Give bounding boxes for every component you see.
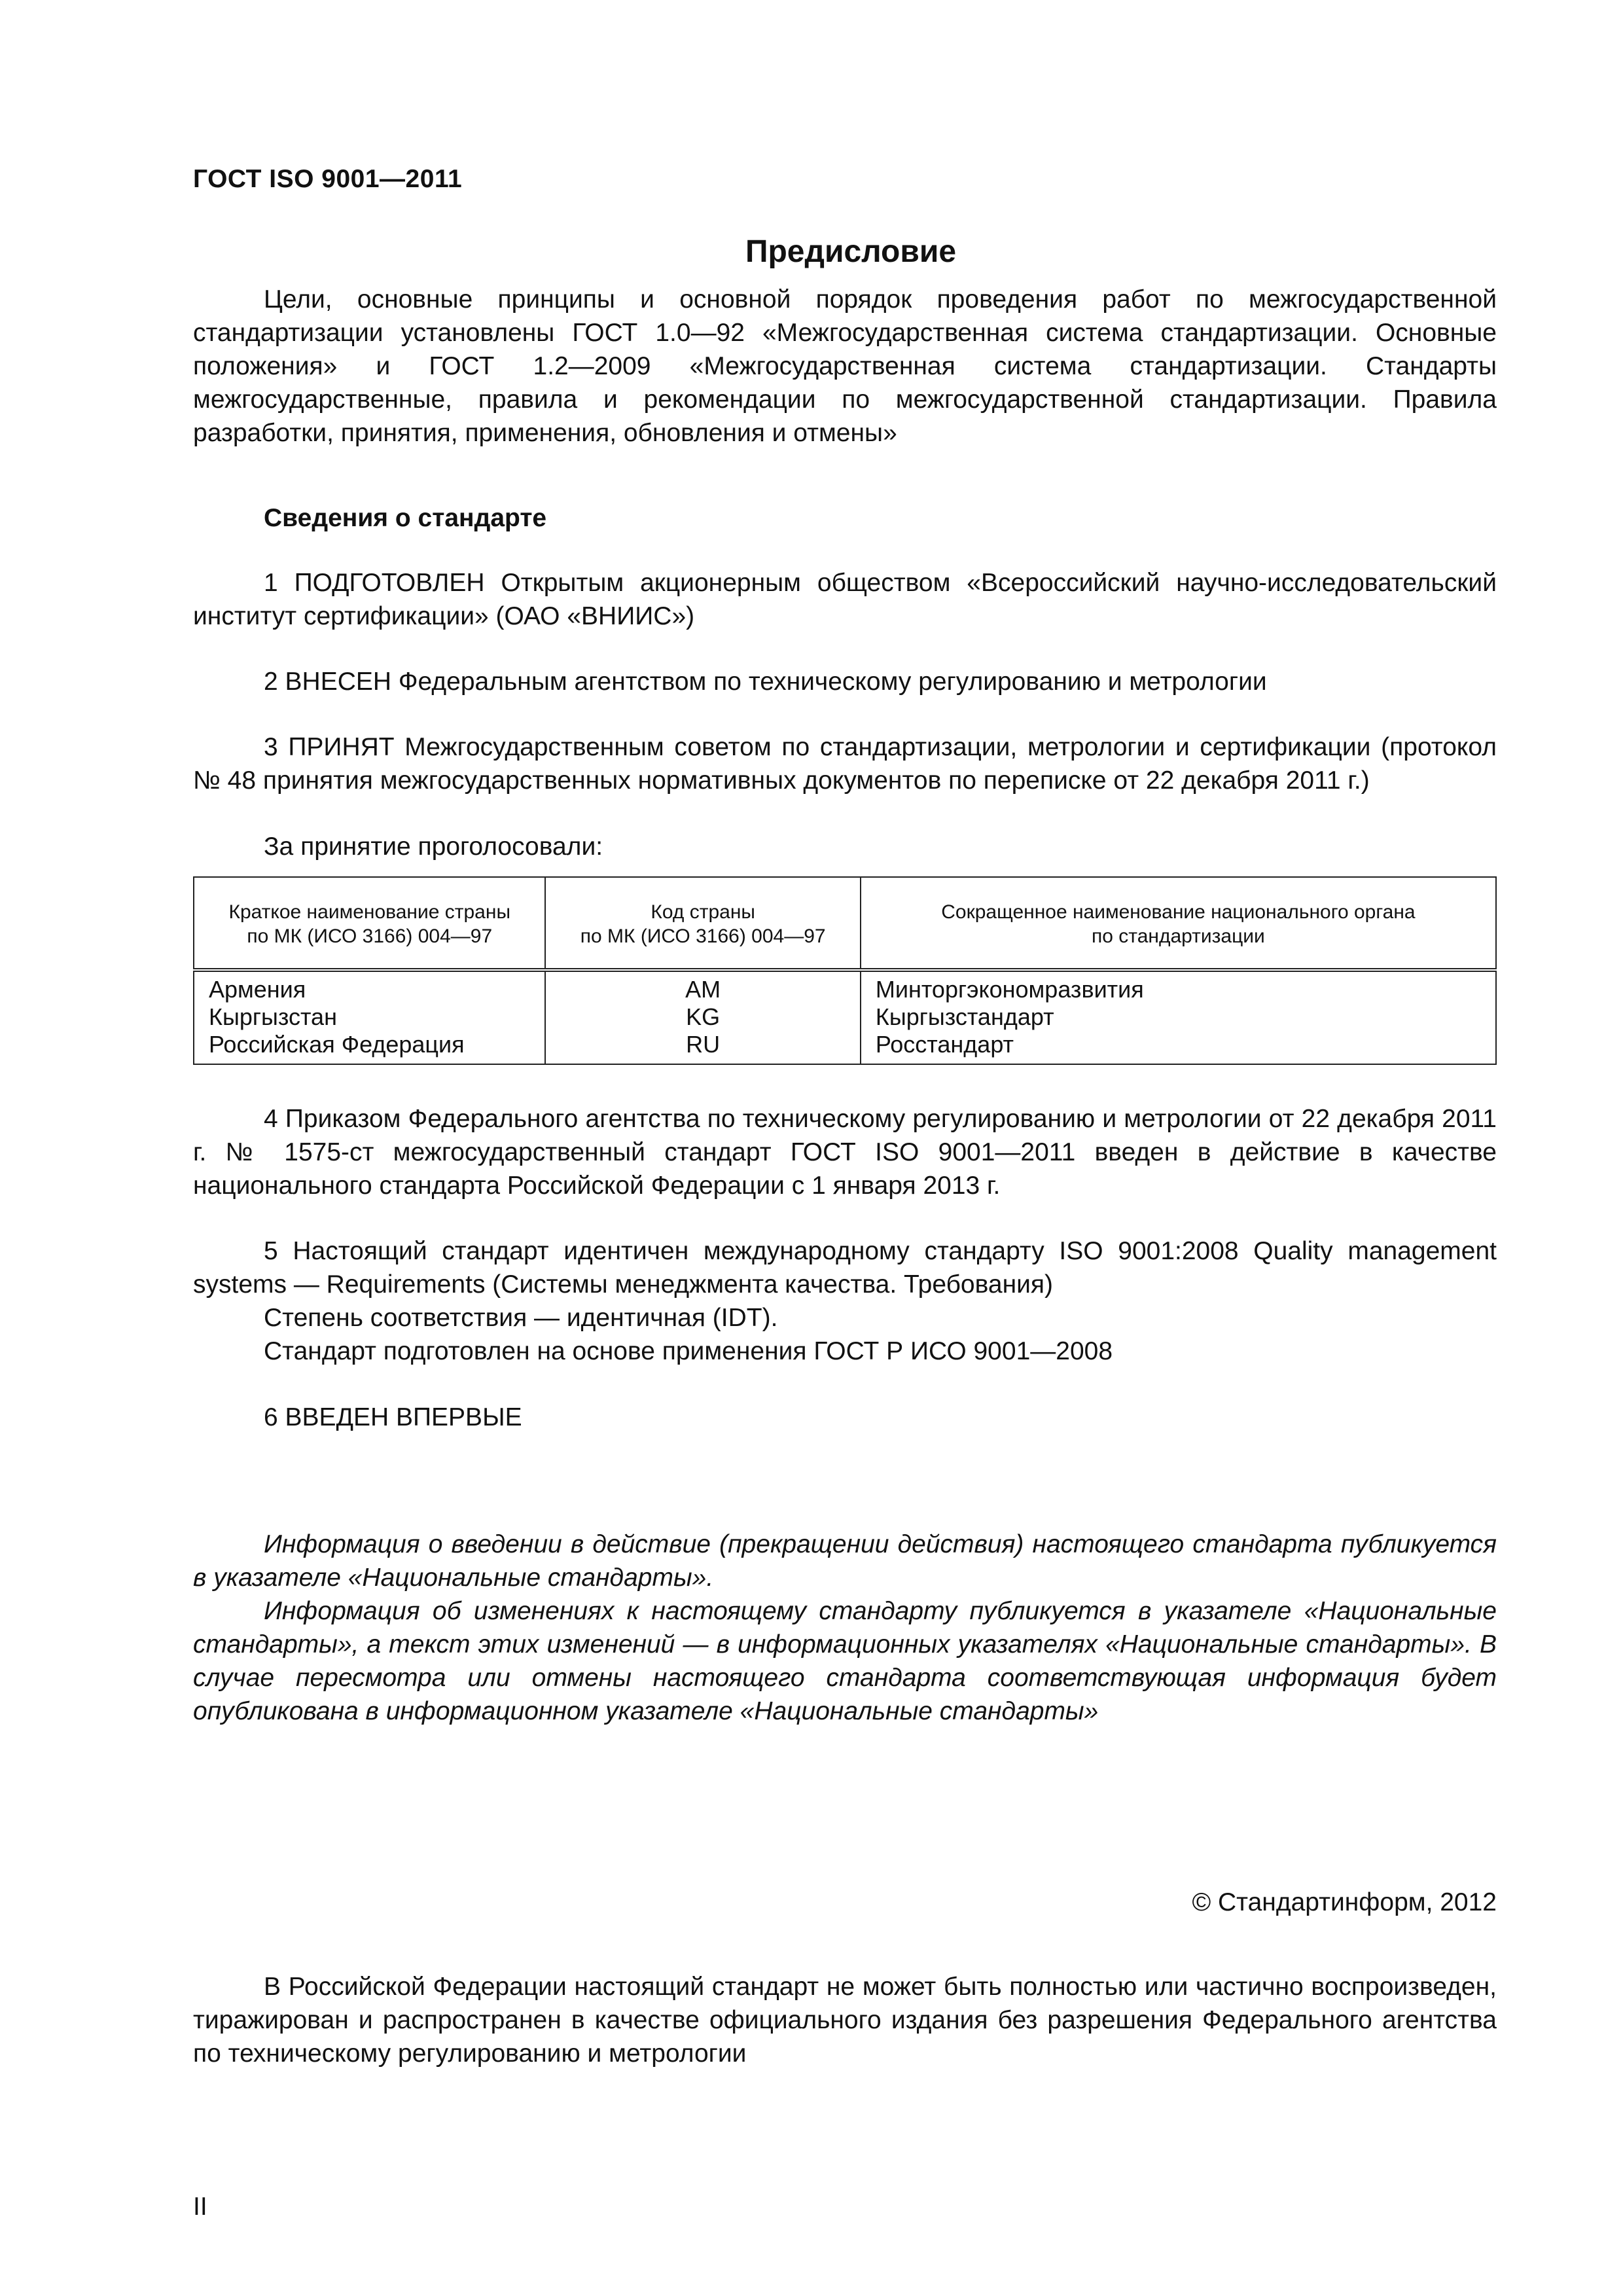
vote-label: За принятие проголосовали: (264, 833, 603, 861)
standards-body: Росстандарт (875, 1031, 1014, 1058)
country-name: Российская Федерация (209, 1031, 465, 1058)
country-names-cell (194, 970, 545, 1064)
document-header-id: ГОСТ ISO 9001—2011 (193, 165, 463, 193)
header-country-code: Код страны по МК (ИСО 3166) 004—97 (545, 877, 860, 970)
item-1-paragraph: 1 ПОДГОТОВЛЕН Открытым акционерным обществом «Всероссийский научно-исследовательский институт сертификации» (ОАО «ВНИИС») (193, 569, 1497, 630)
item-2-paragraph: 2 ВНЕСЕН Федеральным агентством по техническому регулированию и метрологии (264, 668, 1267, 696)
item-5-paragraph: 5 Настоящий стандарт идентичен международному стандарту ISO 9001:2008 Quality management systems — Requirements (Системы менеджмента качества. Требования) (193, 1237, 1497, 1299)
intro-paragraph: Цели, основные принципы и основной порядок проведения работ по межгосударственной стандартизации установлены ГОСТ 1.0—92 «Межгосударственная система стандартизации. Основные положения» и ГОСТ 1.2—2009 «Межгосударственная система стандартизации. Стандарты межгосударственные, правила и рекомендации по межгосударственной стандартизации. Правила разработки, принятия, применения, обновления и отмены» (193, 285, 1497, 447)
country-code: RU (686, 1031, 721, 1058)
header-standards-body: Сокращенное наименование национального органа по стандартизации (861, 877, 1496, 970)
standards-body: Минторгэкономразвития (875, 976, 1144, 1003)
country-codes-cell (545, 970, 860, 1064)
country-name: Кыргызстан (209, 1003, 337, 1030)
page-title: Предисловие (745, 234, 957, 269)
item-6-paragraph: 6 ВВЕДЕН ВПЕРВЫЕ (264, 1403, 522, 1431)
standards-bodies-cell (861, 970, 1496, 1064)
item-3-paragraph: 3 ПРИНЯТ Межгосударственным советом по стандартизации, метрологии и сертификации (протокол № 48 принятия межгосударственных нормативных документов по переписке от 22 декабря 2011 г.) (193, 733, 1497, 795)
table-row (194, 970, 1496, 1064)
country-name: Армения (209, 976, 306, 1003)
country-code: KG (686, 1003, 721, 1030)
notice-paragraph-2: Информация об изменениях к настоящему стандарту публикуется в указателе «Национальные стандарты», а текст этих изменений — в информационных указателях «Национальные стандарты». В случае пересмотра или отмены настоящего стандарта соответствующая информация будет опубликована в информационном указателе «Национальные стандарты» (193, 1597, 1497, 1725)
item-5-degree: Степень соответствия — идентичная (IDT). (264, 1304, 778, 1332)
country-code: AM (685, 976, 721, 1003)
vote-table-header-row (194, 877, 1496, 970)
copyright-line: © Стандартинформ, 2012 (1192, 1888, 1497, 1916)
standards-body: Кыргызстандарт (875, 1003, 1054, 1030)
vote-table (193, 876, 1497, 1065)
notice-paragraph-1: Информация о введении в действие (прекращении действия) настоящего стандарта публикуется в указателе «Национальные стандарты». (193, 1530, 1497, 1592)
item-5-basis: Стандарт подготовлен на основе применения ГОСТ Р ИСО 9001—2008 (264, 1337, 1113, 1365)
page-number: II (193, 2193, 207, 2221)
header-country-name: Краткое наименование страны по МК (ИСО 3166) 004—97 (194, 877, 545, 970)
rights-paragraph: В Российской Федерации настоящий стандарт не может быть полностью или частично воспроизведен, тиражирован и распространен в качестве официального издания без разрешения Федерального агентства по техническому регулированию и метрологии (193, 1973, 1497, 2068)
section-heading: Сведения о стандарте (264, 504, 547, 532)
item-4-paragraph: 4 Приказом Федерального агентства по техническому регулированию и метрологии от 22 декабря 2011 г. № 1575-ст межгосударственный стандарт ГОСТ ISO 9001—2011 введен в действие в качестве национального стандарта Российской Федерации с 1 января 2013 г. (193, 1105, 1497, 1200)
